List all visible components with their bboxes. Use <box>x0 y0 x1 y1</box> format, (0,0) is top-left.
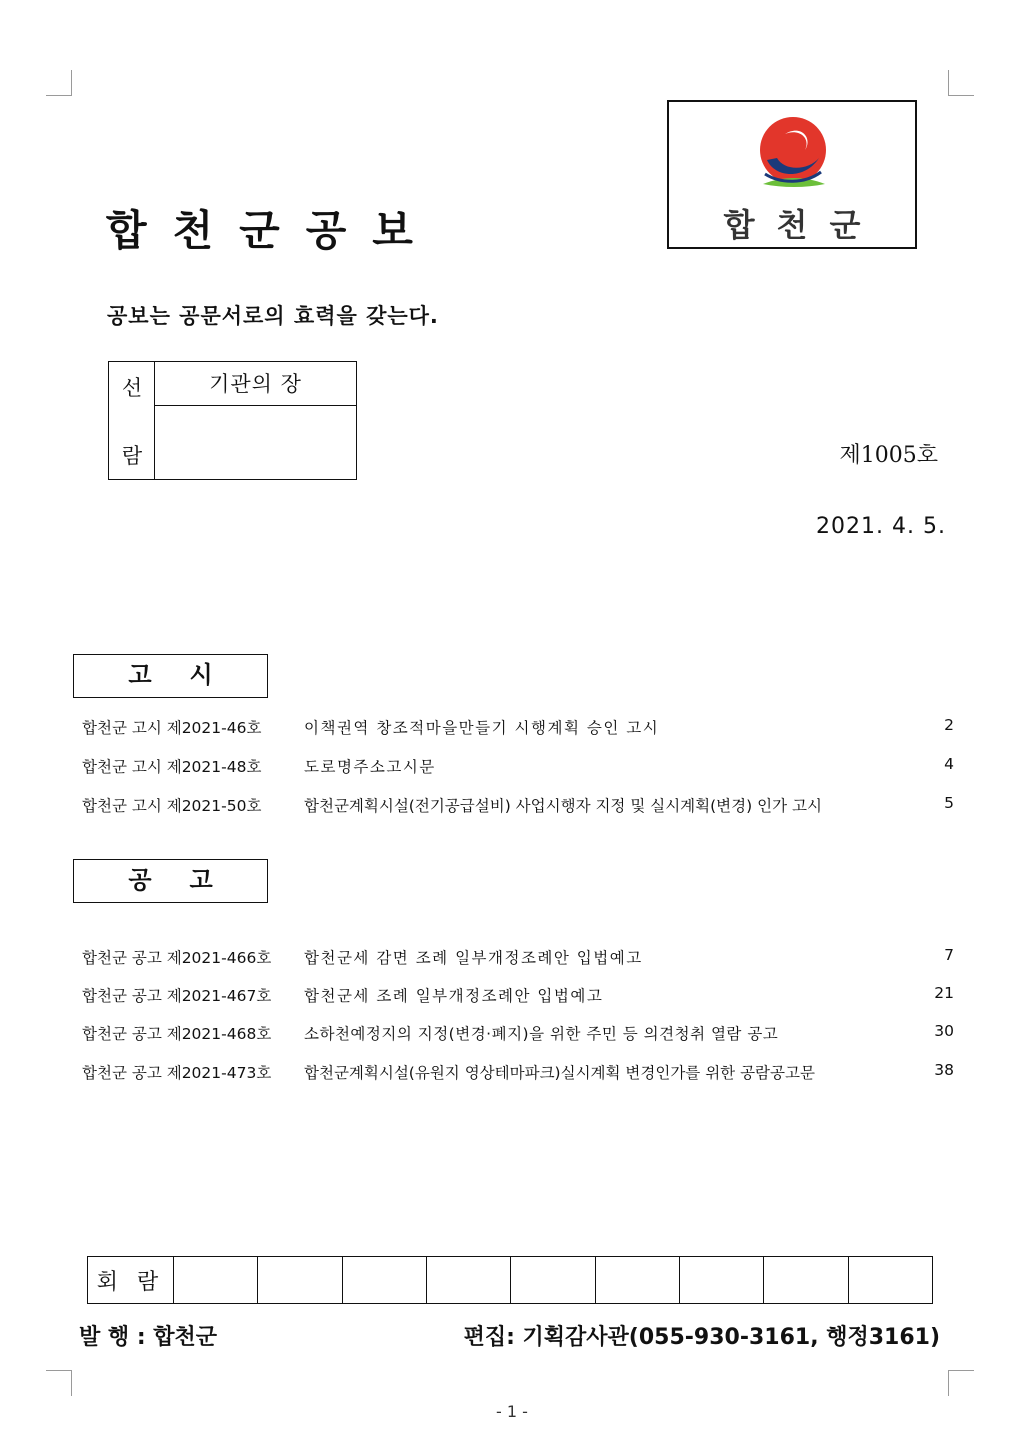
toc-title: 합천군계획시설(전기공급설비) 사업시행자 지정 및 실시계획(변경) 인가 고시 <box>304 797 822 815</box>
toc-page: 5 <box>944 794 954 812</box>
approval-label-bottom: 람 <box>121 444 143 468</box>
approval-box <box>108 361 357 480</box>
issue-date: 2021. 4. 5. <box>816 514 946 539</box>
toc-page: 21 <box>934 984 954 1002</box>
toc-title: 합천군계획시설(유원지 영상테마파크)실시계획 변경인가를 위한 공람공고문 <box>304 1064 815 1082</box>
toc-page: 38 <box>934 1061 954 1079</box>
toc-title: 이책권역 창조적마을만들기 시행계획 승인 고시 <box>304 719 660 737</box>
crop-mark-bottom-left <box>46 1370 72 1396</box>
toc-number: 합천군 공고 제2021-466호 <box>82 949 272 967</box>
toc-page: 4 <box>944 755 954 773</box>
toc-number: 합천군 공고 제2021-467호 <box>82 987 272 1005</box>
crop-mark-top-left <box>46 70 72 96</box>
toc-row[interactable] <box>82 716 954 740</box>
circulation-cell <box>848 1257 932 1304</box>
toc-page: 7 <box>944 946 954 964</box>
crop-mark-top-right <box>948 70 974 96</box>
circulation-label: 회 람 <box>88 1257 174 1304</box>
toc-number: 합천군 공고 제2021-468호 <box>82 1025 272 1043</box>
toc-title: 소하천예정지의 지정(변경·폐지)을 위한 주민 등 의견청취 열람 공고 <box>304 1025 779 1043</box>
page-title: 합천군공보 <box>106 206 439 255</box>
toc-number: 합천군 고시 제2021-50호 <box>82 797 262 815</box>
toc-row[interactable] <box>82 984 954 1008</box>
circulation-cell <box>258 1257 342 1304</box>
toc-title: 합천군세 조례 일부개정조례안 입법예고 <box>304 987 604 1005</box>
page-number: - 1 - <box>496 1402 528 1421</box>
section-label-gonggo: 공고 <box>73 859 268 903</box>
approval-label-top: 선 <box>121 376 143 400</box>
toc-row[interactable] <box>82 946 954 970</box>
toc-number: 합천군 고시 제2021-48호 <box>82 758 262 776</box>
circulation-cell <box>511 1257 595 1304</box>
toc-row[interactable] <box>82 1022 954 1046</box>
logo-text: 합천군 <box>723 206 883 244</box>
circulation-cell <box>342 1257 426 1304</box>
circulation-table <box>87 1256 933 1304</box>
toc-title: 도로명주소고시문 <box>304 758 436 776</box>
circulation-cell <box>426 1257 510 1304</box>
circulation-cell <box>595 1257 679 1304</box>
subtitle: 공보는 공문서로의 효력을 갖는다. <box>107 304 439 328</box>
toc-number: 합천군 고시 제2021-46호 <box>82 719 262 737</box>
county-logo <box>667 100 917 249</box>
crop-mark-bottom-right <box>948 1370 974 1396</box>
toc-page: 2 <box>944 716 954 734</box>
toc-page: 30 <box>934 1022 954 1040</box>
section-label-goshi: 고시 <box>73 654 268 698</box>
toc-title: 합천군세 감면 조례 일부개정조례안 입법예고 <box>304 949 643 967</box>
approval-header: 기관의 장 <box>155 362 356 406</box>
toc-number: 합천군 공고 제2021-473호 <box>82 1064 272 1082</box>
toc-row[interactable] <box>82 1061 954 1085</box>
circulation-cell <box>679 1257 763 1304</box>
issue-number: 제1005호 <box>839 443 938 468</box>
circulation-cell <box>174 1257 258 1304</box>
county-emblem-icon <box>755 114 831 198</box>
circulation-cell <box>764 1257 848 1304</box>
toc-row[interactable] <box>82 794 954 818</box>
publisher: 발 행 : 합천군 <box>79 1325 218 1350</box>
editor: 편집: 기획감사관(055-930-3161, 행정3161) <box>463 1325 940 1350</box>
toc-row[interactable] <box>82 755 954 779</box>
